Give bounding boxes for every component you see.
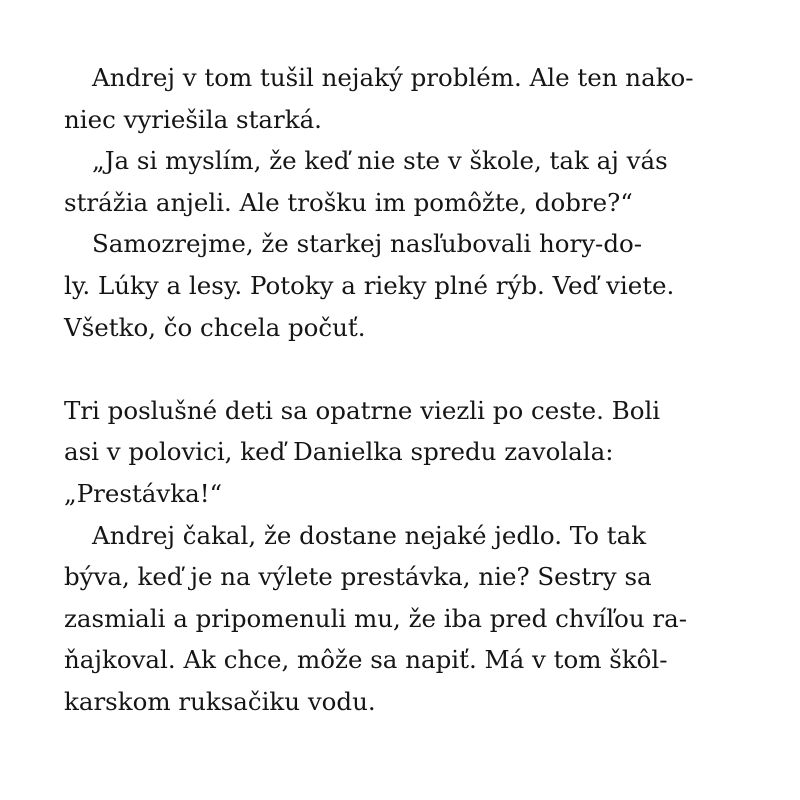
- text-line: Tri poslušné deti sa opatrne viezli po ceste. Boli: [64, 395, 661, 425]
- text-line: niec vyriešila starká.: [64, 104, 322, 134]
- text-line: býva, keď je na výlete prestávka, nie? Sestry sa: [64, 562, 652, 592]
- section-break: [64, 348, 744, 390]
- text-line: „Prestávka!“: [64, 478, 223, 508]
- text-line: Andrej v tom tušil nejaký problém. Ale ten nako-: [92, 63, 694, 92]
- text-line: strážia anjeli. Ale trošku im pomôžte, dobre?“: [64, 187, 633, 217]
- text-line: „Ja si myslím, že keď nie ste v škole, tak aj vás: [92, 146, 668, 176]
- text-line: asi v polovici, keď Danielka spredu zavolala:: [64, 437, 614, 467]
- body-text: [64, 57, 744, 723]
- text-line: ňajkoval. Ak chce, môže sa napiť. Má v tom škôl-: [64, 645, 668, 675]
- text-line: zasmiali a pripomenuli mu, že iba pred chvíľou ra-: [64, 603, 688, 633]
- text-line: karskom ruksačiku vodu.: [64, 686, 376, 716]
- text-line: Všetko, čo chcela počuť.: [64, 312, 366, 342]
- text-line: Andrej čakal, že dostane nejaké jedlo. To tak: [92, 520, 647, 550]
- text-line: ly. Lúky a lesy. Potoky a rieky plné rýb. Veď viete.: [64, 270, 675, 300]
- text-line: Samozrejme, že starkej nasľubovali hory-do-: [92, 229, 643, 259]
